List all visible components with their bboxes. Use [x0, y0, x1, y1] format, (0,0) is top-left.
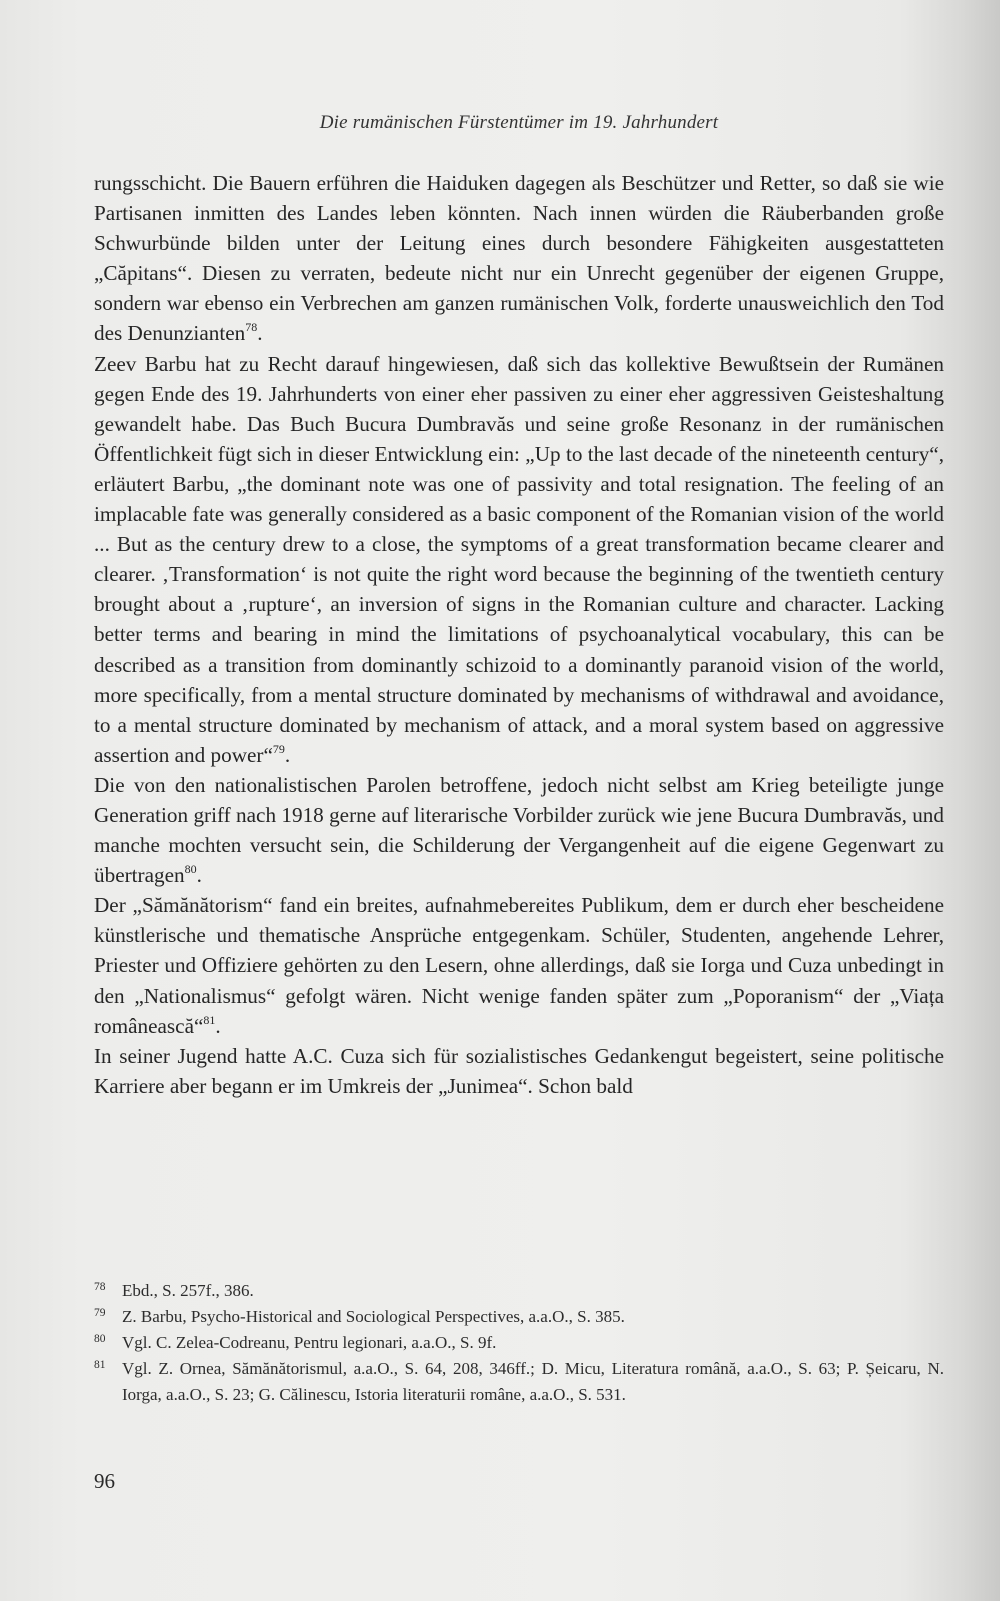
page-number: 96: [94, 1469, 115, 1493]
footnote-text: Vgl. C. Zelea-Codreanu, Pentru legionari, a.a.O., S. 9f.: [122, 1333, 497, 1352]
footnote: [94, 1356, 944, 1408]
paragraph: In seiner Jugend hatte A.C. Cuza sich für sozialistisches Gedankengut begeistert, seine politische Karriere aber begann er im Umkreis der „Junimea“. Schon bald: [94, 1043, 944, 1098]
footnote-ref: 79: [272, 741, 285, 756]
footnote-text: Vgl. Z. Ornea, Sămănătorismul, a.a.O., S. 64, 208, 346ff.; D. Micu, Literatura română, a.a.O., S. 63; P. Șeicaru, N. Iorga, a.a.O., S. 23; G. Călinescu, Istoria literaturii române, a.a.O., S. 531.: [122, 1359, 944, 1404]
footnote-number: 81: [94, 1359, 106, 1371]
paragraph: rungsschicht. Die Bauern erführen die Haiduken dagegen als Beschützer und Retter, so daß sie wie Partisanen inmitten des Landes leben könnten. Nach innen würden die Räuberbanden große Schwurbünde bilden unter der Leitung eines durch besondere Fähigkeiten ausgestatteten „Căpitans“. Diesen zu verraten, bedeute nicht nur ein Unrecht gegenüber der eigenen Gruppe, sondern war ebenso ein Verbrechen am ganzen rumänischen Volk, forderte unausweichlich den Tod des Denunzianten$^{78}$.: [94, 171, 944, 346]
paragraph: Der „Sămănătorism“ fand ein breites, aufnahmebereites Publikum, dem er durch eher bescheidene künstlerische und thematische Ansprüche entgegenkam. Schüler, Studenten, angehende Lehrer, Priester und Offiziere gehörten zu den Lesern, ohne allerdings, daß sie Iorga und Cuza unbedingt in den „Nationalismus“ gefolgt wären. Nicht wenige fanden später zum „Poporanism“ der „Viața românească“$^{81}$.: [94, 893, 944, 1038]
footnote-ref: 81: [203, 1012, 216, 1027]
footnote-text: Ebd., S. 257f., 386.: [122, 1281, 254, 1300]
paragraph: Zeev Barbu hat zu Recht darauf hingewiesen, daß sich das kollektive Bewußtsein der Rumänen gegen Ende des 19. Jahrhunderts von einer eher passiven zu einer eher aggressiven Geisteshaltung gewandelt habe. Das Buch Bucura Dumbravăs und seine große Resonanz in der rumänischen Öffentlichkeit fügt sich in dieser Entwicklung ein: „Up to the last decade of the nineteenth century“, erläutert Barbu, „the dominant note was one of passivity and total resignation. The feeling of an implacable fate was generally considered as a basic component of the Romanian vision of the world ... But as the century drew to a close, the symptoms of a great transformation became clearer and clearer. ‚Transformation‘ is not quite the right word because the beginning of the twentieth century brought about a ‚rupture‘, an inversion of signs in the Romanian culture and character. Lacking better terms and bearing in mind the limitations of psychoanalytical vocabulary, this can be described as a transition from dominantly schizoid to a dominantly paranoid vision of the world, more specifically, from a mental structure dominated by mechanisms of withdrawal and avoidance, to a mental structure dominated by mechanism of attack, and a moral system based on aggressive assertion and power“$^{79}$.: [94, 351, 944, 767]
footnote: [94, 1278, 944, 1304]
paragraph: Die von den nationalistischen Parolen betroffene, jedoch nicht selbst am Krieg beteiligte junge Generation griff nach 1918 gerne auf literarische Vorbilder zurück wie jene Bucura Dumbravăs, und manche mochten versucht sein, die Schilderung der Vergangenheit auf die eigene Gegenwart zu übertragen$^{80}$.: [94, 772, 944, 888]
footnote: [94, 1330, 944, 1356]
footnote-number: 78: [94, 1281, 106, 1293]
footnote-text: Z. Barbu, Psycho-Historical and Sociological Perspectives, a.a.O., S. 385.: [122, 1307, 625, 1326]
footnote: [94, 1304, 944, 1330]
footnotes: [94, 1278, 944, 1408]
running-head: Die rumänischen Fürstentümer im 19. Jahrhundert: [319, 112, 719, 133]
footnote-number: 80: [94, 1333, 106, 1345]
footnote-ref: 78: [245, 320, 258, 335]
body-text: [94, 168, 944, 1101]
footnote-ref: 80: [184, 862, 197, 877]
footnote-number: 79: [94, 1307, 106, 1319]
